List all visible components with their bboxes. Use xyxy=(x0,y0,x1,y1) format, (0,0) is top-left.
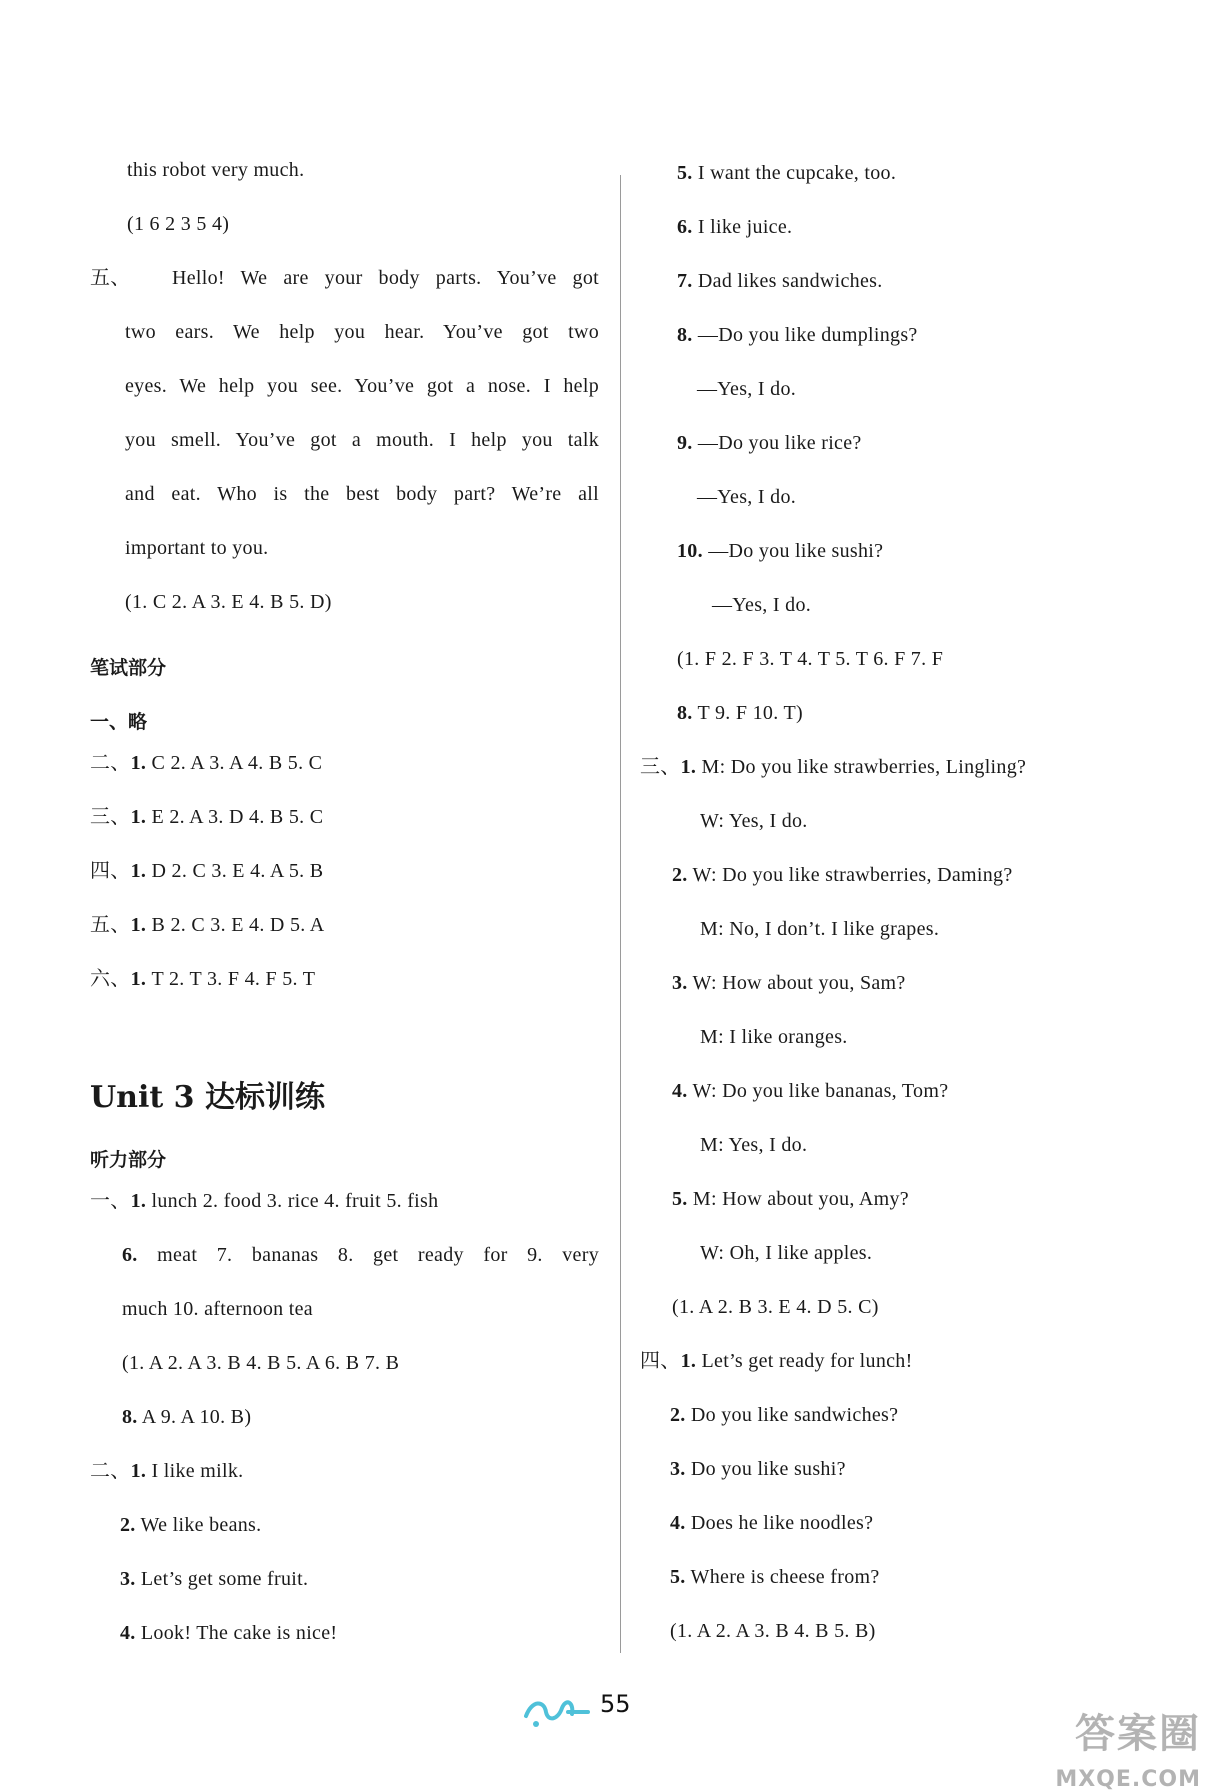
answer-line: 6. I like juice. xyxy=(677,216,793,238)
unit-title: Unit 3 达标训练 xyxy=(90,1080,325,1115)
answer-line: 四、1. Let’s get ready for lunch! xyxy=(640,1350,913,1372)
watermark-url: MXQE.COM xyxy=(1055,1767,1201,1792)
answer-line: 5. Where is cheese from? xyxy=(670,1566,880,1588)
answer-line: eyes. We help you see. You’ve got a nose. I help xyxy=(125,375,599,397)
answer-line: W: Yes, I do. xyxy=(700,810,808,832)
watermark-logo: 答案圈 xyxy=(1075,1711,1201,1757)
answer-line: (1. A 2. A 3. B 4. B 5. B) xyxy=(670,1620,876,1642)
answer-line: 7. Dad likes sandwiches. xyxy=(677,270,883,292)
answer-line: 5. M: How about you, Amy? xyxy=(672,1188,909,1210)
answer-line: 8. T 9. F 10. T) xyxy=(677,702,803,724)
answer-line: 9. —Do you like rice? xyxy=(677,432,862,454)
answer-line: (1. C 2. A 3. E 4. B 5. D) xyxy=(125,591,332,613)
answer-line: this robot very much. xyxy=(127,159,305,181)
answer-line: 三、1. M: Do you like strawberries, Lingling? xyxy=(640,756,1027,778)
section-heading: 听力部分 xyxy=(90,1149,167,1171)
answer-line: 4. W: Do you like bananas, Tom? xyxy=(672,1080,949,1102)
answer-line: Hello! We are your body parts. You’ve got xyxy=(172,267,599,289)
column-divider xyxy=(620,175,621,1653)
answer-line: two ears. We help you hear. You’ve got two xyxy=(125,321,599,343)
answer-line: M: I like oranges. xyxy=(700,1026,848,1048)
answer-line: (1 6 2 3 5 4) xyxy=(127,213,230,235)
footer-swirl-icon xyxy=(522,1694,592,1730)
answer-line: (1. A 2. B 3. E 4. D 5. C) xyxy=(672,1296,879,1318)
answer-line: 2. We like beans. xyxy=(120,1514,262,1536)
answer-line: M: No, I don’t. I like grapes. xyxy=(700,918,940,940)
answer-line: W: Oh, I like apples. xyxy=(700,1242,873,1264)
answer-line: 二、1. I like milk. xyxy=(90,1460,244,1482)
answer-line: 2. W: Do you like strawberries, Daming? xyxy=(672,864,1013,886)
answer-line: 六、1. T 2. T 3. F 4. F 5. T xyxy=(90,968,316,990)
answer-line: 3. W: How about you, Sam? xyxy=(672,972,906,994)
answer-line: 四、1. D 2. C 3. E 4. A 5. B xyxy=(90,860,324,882)
answer-line: 10. —Do you like sushi? xyxy=(677,540,884,562)
answer-line: 3. Do you like sushi? xyxy=(670,1458,846,1480)
answer-line: 6. meat 7. bananas 8. get ready for 9. very xyxy=(122,1244,599,1266)
answer-line: and eat. Who is the best body part? We’re all xyxy=(125,483,599,505)
answer-line: much 10. afternoon tea xyxy=(122,1298,313,1320)
answer-line: 8. A 9. A 10. B) xyxy=(122,1406,252,1428)
answer-line: 三、1. E 2. A 3. D 4. B 5. C xyxy=(90,806,324,828)
answer-line: 4. Look! The cake is nice! xyxy=(120,1622,338,1644)
answer-line: 8. —Do you like dumplings? xyxy=(677,324,918,346)
answer-line: M: Yes, I do. xyxy=(700,1134,808,1156)
answer-line: 一、1. lunch 2. food 3. rice 4. fruit 5. fish xyxy=(90,1190,439,1212)
answer-line: 5. I want the cupcake, too. xyxy=(677,162,897,184)
answer-line: 2. Do you like sandwiches? xyxy=(670,1404,899,1426)
site-watermark xyxy=(1006,1702,1201,1792)
section-heading: 一、略 xyxy=(90,711,148,733)
answer-line: (1. F 2. F 3. T 4. T 5. T 6. F 7. F xyxy=(677,648,944,670)
answer-line: 3. Let’s get some fruit. xyxy=(120,1568,309,1590)
answer-line: you smell. You’ve got a mouth. I help you talk xyxy=(125,429,599,451)
section-heading: 笔试部分 xyxy=(90,657,167,679)
answer-line: important to you. xyxy=(125,537,269,559)
answer-line: 五、 xyxy=(90,267,131,289)
page-number: 55 xyxy=(600,1690,631,1718)
answer-line: —Yes, I do. xyxy=(697,378,797,400)
answer-line: —Yes, I do. xyxy=(712,594,812,616)
answer-line: 五、1. B 2. C 3. E 4. D 5. A xyxy=(90,914,325,936)
answer-line: 二、1. C 2. A 3. A 4. B 5. C xyxy=(90,752,323,774)
answer-line: 4. Does he like noodles? xyxy=(670,1512,874,1534)
answer-line: (1. A 2. A 3. B 4. B 5. A 6. B 7. B xyxy=(122,1352,400,1374)
answer-line: —Yes, I do. xyxy=(697,486,797,508)
